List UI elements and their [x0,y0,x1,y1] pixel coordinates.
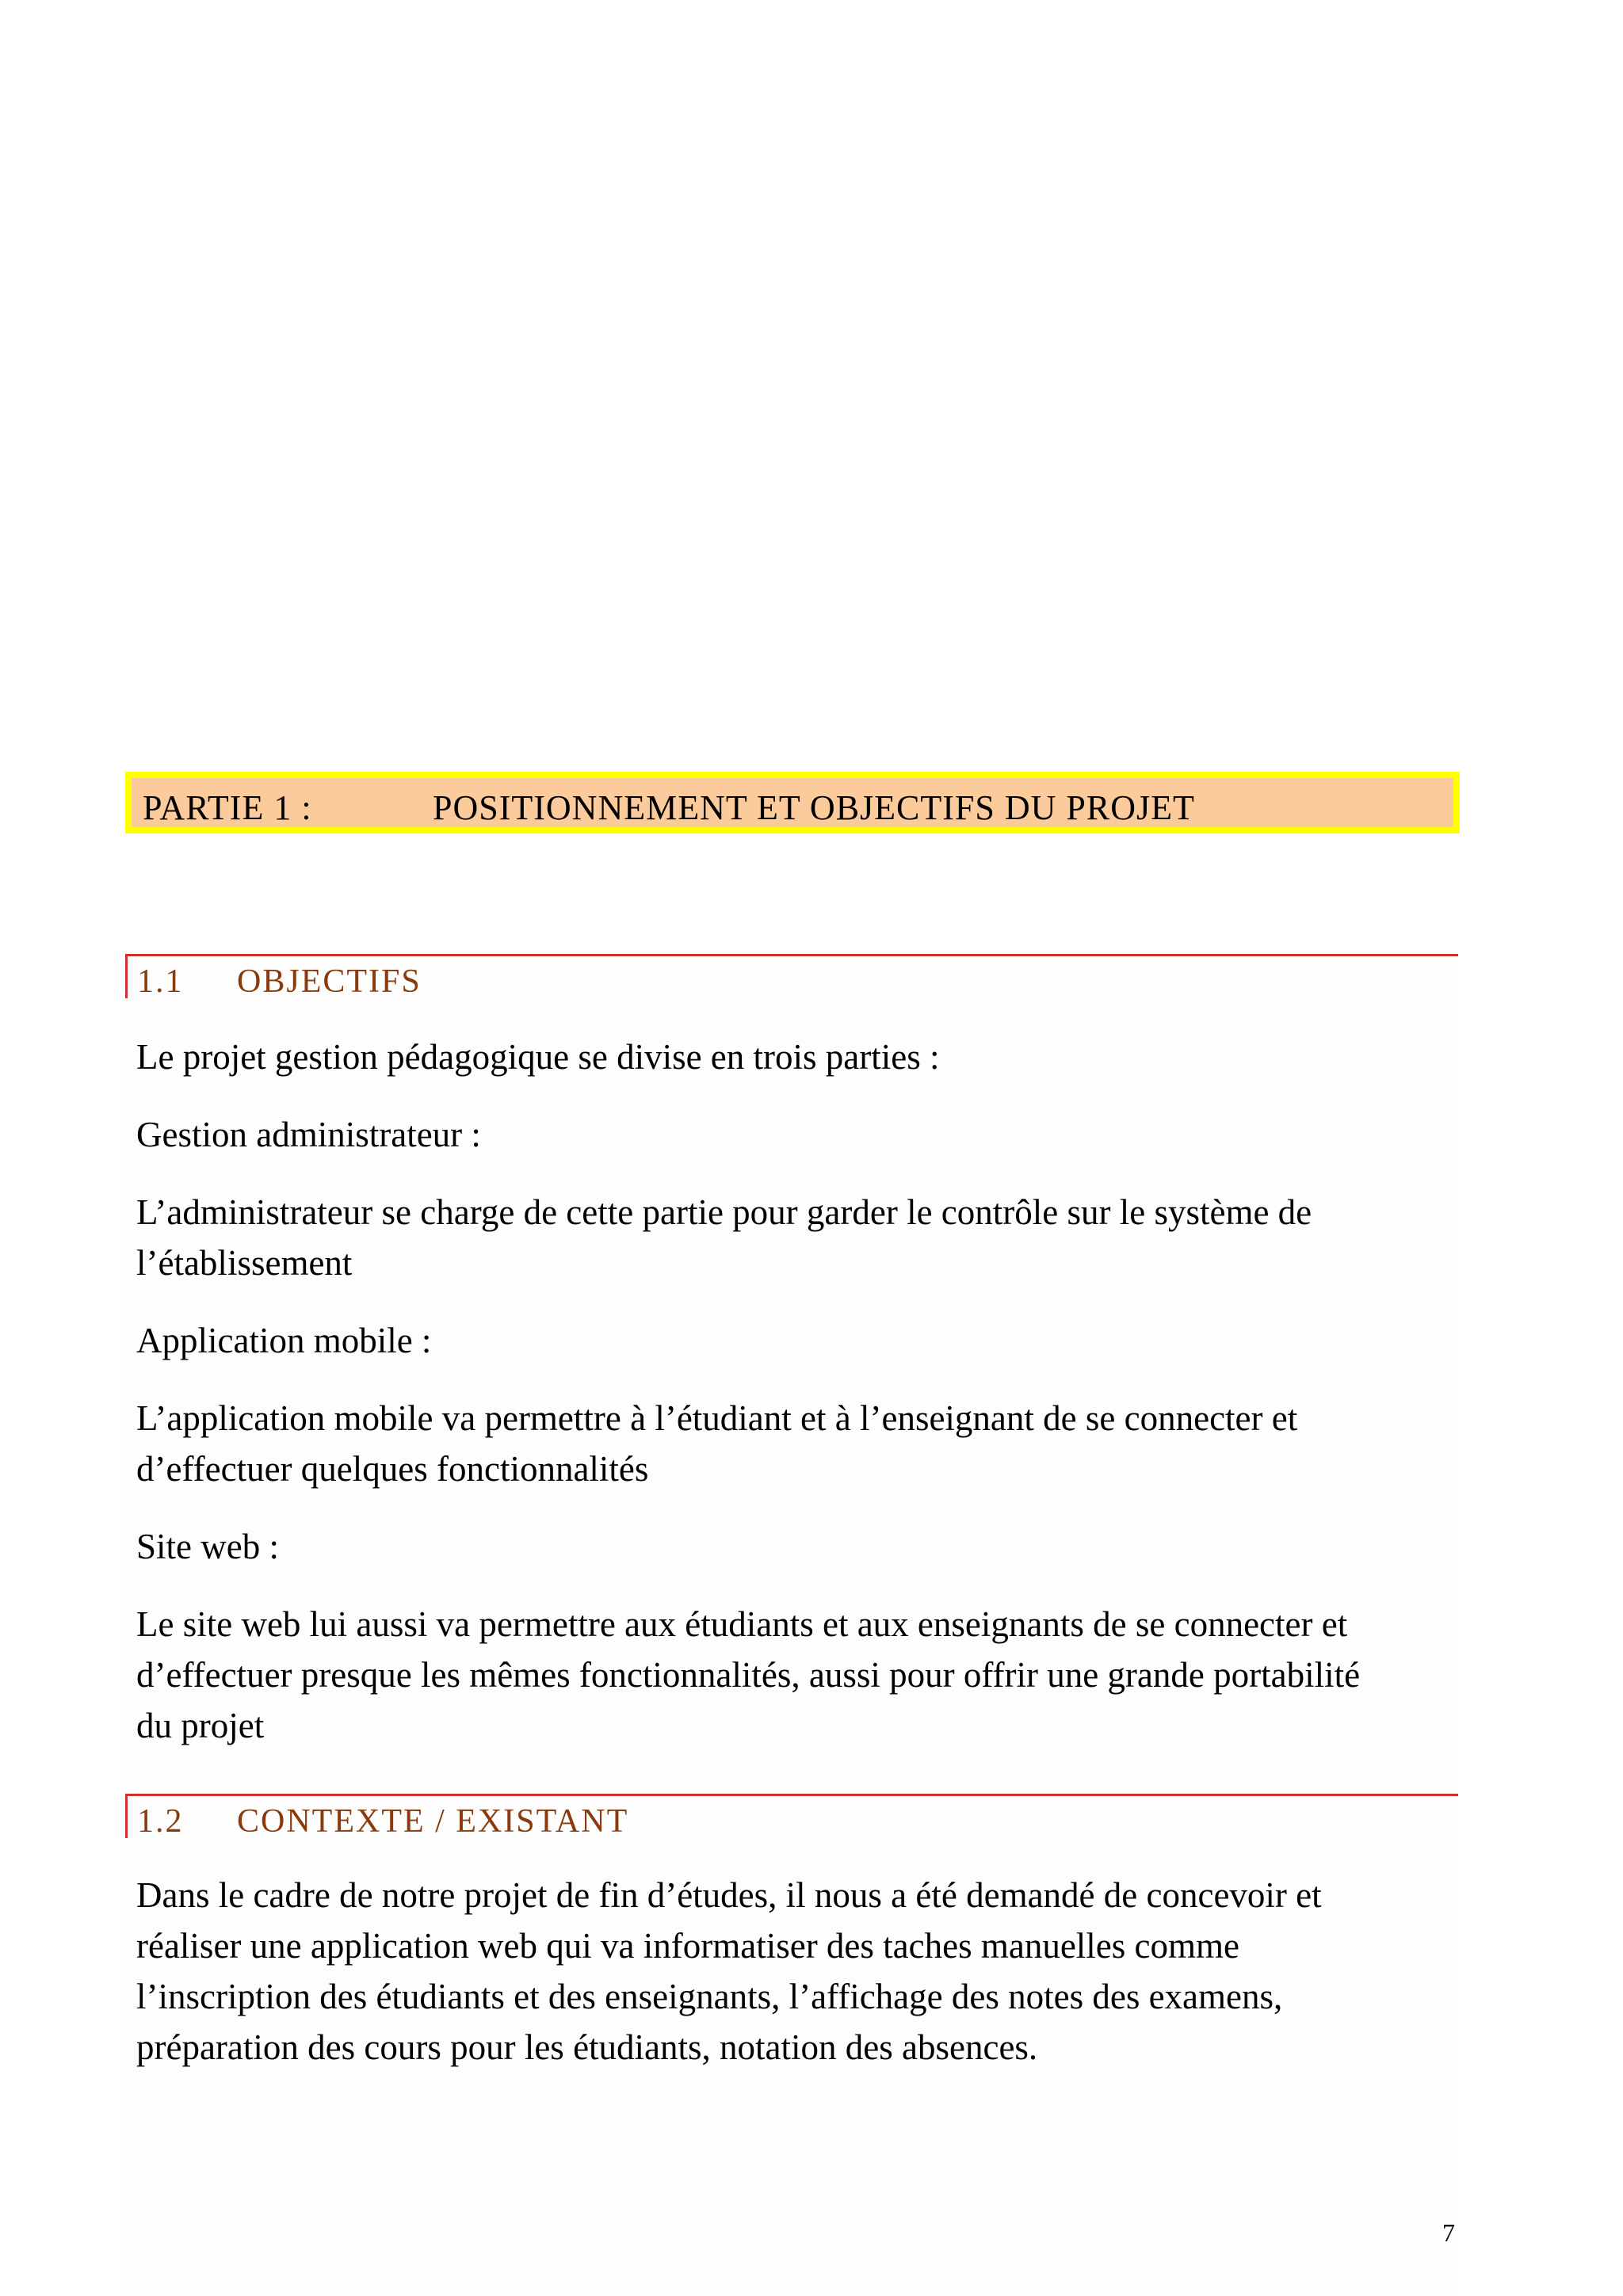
section-number: 1.1 [137,963,184,1000]
paragraph-line: d’effectuer quelques fonctionnalités [136,1449,649,1489]
paragraph-line: du projet [136,1706,265,1745]
section-heading-contexte [125,1794,1458,1838]
section-title: CONTEXTE / EXISTANT [237,1803,629,1840]
paragraph-line: réaliser une application web qui va informatiser des taches manuelles comme [136,1926,1239,1966]
subheading-site-web: Site web : [136,1527,279,1566]
section-number: 1.2 [137,1803,184,1840]
paragraph-line: Dans le cadre de notre projet de fin d’études, il nous a été demandé de concevoir et [136,1875,1322,1915]
paragraph-line: l’inscription des étudiants et des enseignants, l’affichage des notes des examens, [136,1977,1283,2016]
page-number: 7 [1442,2218,1455,2247]
paragraph-line: Le site web lui aussi va permettre aux étudiants et aux enseignants de se connecter et [136,1604,1348,1644]
paragraph-line: d’effectuer presque les mêmes fonctionnalités, aussi pour offrir une grande portabilité [136,1655,1361,1695]
section-title: OBJECTIFS [237,963,422,1000]
section-heading-objectifs [125,954,1458,998]
paragraph: Le projet gestion pédagogique se divise en trois parties : [136,1037,940,1077]
paragraph-line: L’application mobile va permettre à l’étudiant et à l’enseignant de se connecter et [136,1398,1298,1438]
subheading-gestion-administrateur: Gestion administrateur : [136,1115,481,1154]
subheading-application-mobile: Application mobile : [136,1321,432,1360]
part-title: POSITIONNEMENT ET OBJECTIFS DU PROJET [433,788,1195,827]
paragraph-line: l’établissement [136,1243,353,1283]
paragraph-line: préparation des cours pour les étudiants, notation des absences. [136,2027,1038,2067]
part-label: PARTIE 1 : [143,788,312,827]
paragraph-line: L’administrateur se charge de cette partie pour garder le contrôle sur le système de [136,1192,1312,1232]
part-heading [125,772,1460,833]
